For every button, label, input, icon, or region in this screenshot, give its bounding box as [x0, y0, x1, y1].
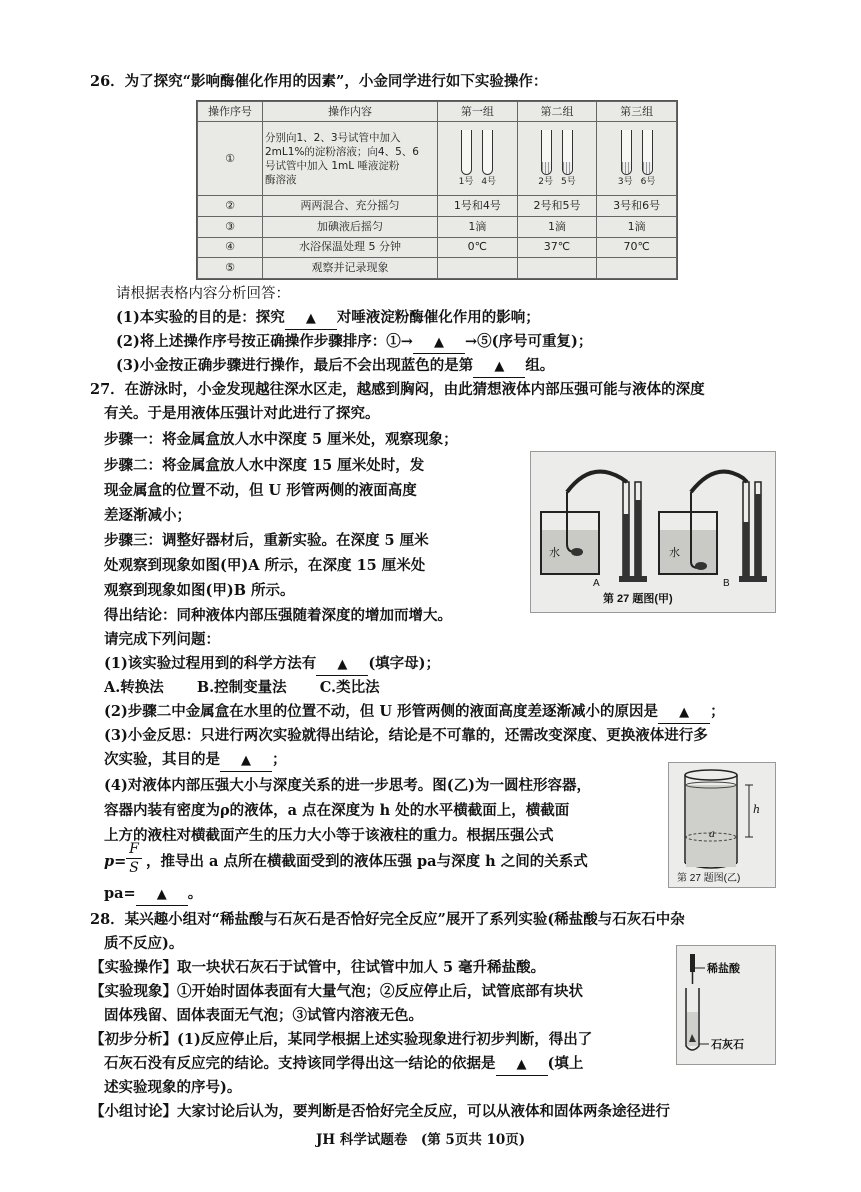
- row-operation: 水浴保温处理 5 分钟: [263, 237, 438, 258]
- figure-label: 水: [669, 546, 680, 559]
- figure-label-a: a: [709, 829, 715, 840]
- tube-label: 2号: [538, 177, 553, 187]
- tube-label: 5号: [560, 177, 576, 187]
- q27-step1: 步骤一：将金属盒放人水中深度 5 厘米处，观察现象；: [104, 431, 458, 448]
- row1-text-line: 2mL1%的淀粉溶液；向4、5、6: [265, 145, 419, 158]
- answer-blank[interactable]: [316, 654, 368, 676]
- triangle-icon: ▲: [516, 1057, 527, 1072]
- test-tube-icon: [541, 130, 552, 175]
- q27-part4a: (4)对液体内部压强大小与深度关系的进一步思考。图(乙)为一圆柱形容器，: [104, 777, 592, 794]
- answer-blank[interactable]: [285, 308, 337, 330]
- text: 石灰石没有反应完的结论。支持该同学得出这一结论的依据是: [104, 1055, 496, 1072]
- fraction-numerator: F: [129, 841, 139, 857]
- q27-part2: [104, 702, 725, 724]
- cell-group3: [597, 258, 677, 279]
- triangle-icon: ▲: [305, 311, 316, 326]
- q27-step2a: 步骤二：将金属盒放人水中深度 15 厘米处时，发: [104, 457, 425, 474]
- text: (填上: [547, 1055, 584, 1072]
- triangle-icon: ▲: [433, 335, 444, 350]
- tube-label: 3号: [617, 177, 633, 187]
- cell-group1: 0℃: [438, 237, 518, 258]
- q27-conclusion: 得出结论：同种液体内部压强随着深度的增加而增大。: [104, 607, 452, 624]
- text: 组。: [525, 357, 555, 374]
- cell-group3: 1滴: [597, 216, 677, 237]
- q27-part4b: 容器内装有密度为ρ的液体，a 点在深度为 h 处的水平横截面上，横截面: [104, 802, 570, 819]
- q28-line1: 28．某兴趣小组对“稀盐酸与石灰石是否恰好完全反应”展开了系列实验(稀盐酸与石灰石中杂: [90, 911, 685, 928]
- q28-analysis2: [104, 1054, 583, 1076]
- formula-p: p=: [104, 853, 127, 870]
- answer-blank[interactable]: [496, 1054, 548, 1076]
- row-number: ④: [198, 237, 263, 258]
- cell-group1: 1号和4号: [438, 196, 518, 217]
- q27-options: [104, 678, 380, 698]
- row1-text-line: 酶溶液: [265, 173, 297, 186]
- test-tube-icon: [461, 130, 472, 175]
- q28-phenomenon2: 固体残留、固体表面无气泡；③试管内溶液无色。: [104, 1007, 423, 1024]
- text: 对唾液淀粉酶催化作用的影响；: [336, 309, 540, 326]
- figure-caption: 第 27 题图(甲): [603, 593, 673, 605]
- q28-operation: 【实验操作】取一块状石灰石于试管中，往试管中加人 5 毫升稀盐酸。: [90, 959, 546, 976]
- table-header: 操作内容: [263, 102, 438, 122]
- figure-27-yi: [668, 762, 776, 888]
- cell-group2: 2号和5号: [517, 196, 597, 217]
- row-number: ①: [198, 122, 263, 196]
- answer-blank[interactable]: [220, 750, 272, 772]
- row-operation: 加碘液后摇匀: [263, 216, 438, 237]
- answer-blank[interactable]: [413, 332, 465, 354]
- row-number: ②: [198, 196, 263, 217]
- q26-part1: [116, 308, 540, 330]
- text: 次实验，其目的是: [104, 751, 220, 768]
- answer-blank[interactable]: [473, 356, 525, 378]
- answer-blank[interactable]: [658, 702, 710, 724]
- text: ；: [710, 703, 725, 720]
- test-tube-icon: [621, 130, 632, 175]
- q27-ask: 请完成下列问题：: [104, 631, 220, 648]
- q27-part4d: ，推导出 a 点所在横截面受到的液体压强 pa与深度 h 之间的关系式: [146, 853, 588, 870]
- q28-phenomenon1: 【实验现象】①开始时固体表面有大量气泡；②反应停止后，试管底部有块状: [90, 983, 583, 1000]
- q28-discussion: 【小组讨论】大家讨论后认为，要判断是否恰好完全反应，可以从液体和固体两条途径进行: [90, 1103, 670, 1120]
- figure-label: 水: [549, 546, 560, 559]
- cell-group1: 1滴: [438, 216, 518, 237]
- q27-part1: [104, 654, 440, 676]
- q26-table: [196, 100, 678, 280]
- triangle-icon: ▲: [679, 705, 690, 720]
- table-row: [198, 258, 677, 279]
- pressure-gauge-icon: [531, 452, 775, 612]
- cell-group2: [517, 258, 597, 279]
- row-operation: 观察并记录现象: [263, 258, 438, 279]
- figure-caption: 第 27 题图(乙): [677, 873, 741, 884]
- row1-text-line: 分别向1、2、3号试管中加入: [265, 131, 401, 144]
- q27-step3a: 步骤三：调整好器材后，重新实验。在深度 5 厘米: [104, 532, 429, 549]
- group2-tubes: [517, 122, 597, 196]
- tube-label: 4号: [481, 177, 497, 187]
- text: (2)步骤二中金属盒在水里的位置不动，但 U 形管两侧的液面高度差逐渐减小的原因是: [104, 703, 659, 720]
- triangle-icon: ▲: [156, 887, 167, 902]
- q26-part3: [116, 356, 554, 378]
- test-tube-icon: [642, 130, 653, 175]
- table-row: [198, 196, 677, 217]
- row-number: ③: [198, 216, 263, 237]
- q27-step3c: 观察到现象如图(甲)B 所示。: [104, 582, 295, 599]
- fraction: [126, 840, 142, 877]
- cell-group3: 3号和6号: [597, 196, 677, 217]
- q26-part2: [116, 332, 592, 354]
- cell-group2: 37℃: [517, 237, 597, 258]
- fraction-denominator: S: [126, 858, 142, 877]
- row-number: ⑤: [198, 258, 263, 279]
- row-operation: 两两混合、充分摇匀: [263, 196, 438, 217]
- option-a: A.转换法: [104, 679, 164, 696]
- table-header: 第一组: [438, 102, 518, 122]
- option-c: C.类比法: [319, 679, 380, 696]
- text: (1)本实验的目的是：探究: [116, 309, 285, 326]
- table-header: 第二组: [517, 102, 597, 122]
- cell-group3: 70℃: [597, 237, 677, 258]
- q28-analysis1: 【初步分析】(1)反应停止后，某同学根据上述实验现象进行初步判断，得出了: [90, 1031, 593, 1048]
- cell-group2: 1滴: [517, 216, 597, 237]
- text: (填字母)；: [368, 655, 441, 672]
- text: pa=: [104, 885, 136, 902]
- q27-step3b: 处观察到现象如图(甲)A 所示，在深度 15 厘米处: [104, 557, 426, 574]
- row1-text-line: 号试管中加入 1mL 唾液淀粉: [265, 159, 400, 172]
- text: (2)将上述操作序号按正确操作步骤排序：①→: [116, 333, 413, 350]
- text: ；: [272, 751, 287, 768]
- text: (3)小金按正确步骤进行操作，最后不会出现蓝色的是第: [116, 357, 474, 374]
- page-footer: JH 科学试题卷 (第 5页共 10页): [316, 1132, 526, 1148]
- q27-line1: 27．在游泳时，小金发现越往深水区走，越感到胸闷，由此猜想液体内部压强可能与液体的深度: [90, 381, 705, 398]
- figure-28: [676, 945, 776, 1065]
- q27-part4c: 上方的液柱对横截面产生的压力大小等于该液柱的重力。根据压强公式: [104, 827, 554, 844]
- q28-line2: 质不反应)。: [104, 935, 184, 952]
- q28-analysis3: 述实验现象的序号)。: [104, 1079, 242, 1096]
- q27-part3b: [104, 750, 287, 772]
- triangle-icon: ▲: [494, 359, 505, 374]
- group1-tubes: [438, 122, 518, 196]
- triangle-icon: ▲: [241, 753, 251, 768]
- q27-line2: 有关。于是用液体压强计对此进行了探究。: [104, 405, 380, 422]
- label-limestone: 石灰石: [711, 1038, 744, 1051]
- table-row: [198, 216, 677, 237]
- option-b: B.控制变量法: [196, 679, 287, 696]
- q26-heading: 26．为了探究“影响酶催化作用的因素”，小金同学进行如下实验操作：: [90, 73, 548, 90]
- text: (1)该实验过程用到的科学方法有: [104, 655, 317, 672]
- answer-blank[interactable]: [136, 884, 188, 906]
- table-header: 操作序号: [198, 102, 263, 122]
- row1-operation: [263, 122, 438, 196]
- figure-27-jia: [530, 451, 776, 613]
- q27-part3a: (3)小金反思：只进行两次实验就得出结论，结论是不可靠的，还需改变深度、更换液体进行多: [104, 727, 708, 744]
- group3-tubes: [597, 122, 677, 196]
- text: 。: [187, 885, 203, 902]
- q26-intro: 请根据表格内容分析回答：: [116, 286, 290, 302]
- figure-label: B: [723, 578, 730, 589]
- test-tube-icon: [562, 130, 573, 175]
- tube-label: 6号: [640, 177, 656, 187]
- pressure-formula: [104, 852, 126, 872]
- q27-part4e: [104, 884, 202, 906]
- label-hydrochloric-acid: 稀盐酸: [707, 962, 740, 975]
- table-header: 第三组: [597, 102, 677, 122]
- tube-label: 1号: [458, 177, 474, 187]
- q27-step2c: 差逐渐减小；: [104, 507, 191, 524]
- figure-label-h: h: [753, 803, 761, 816]
- q27-step2b: 现金属盒的位置不动，但 U 形管两侧的液面高度: [104, 482, 417, 499]
- triangle-icon: ▲: [337, 657, 348, 672]
- test-tube-icon: [482, 130, 493, 175]
- table-row: [198, 237, 677, 258]
- text: →⑤(序号可重复)；: [464, 333, 593, 350]
- figure-label: A: [593, 578, 600, 589]
- cell-group1: [438, 258, 518, 279]
